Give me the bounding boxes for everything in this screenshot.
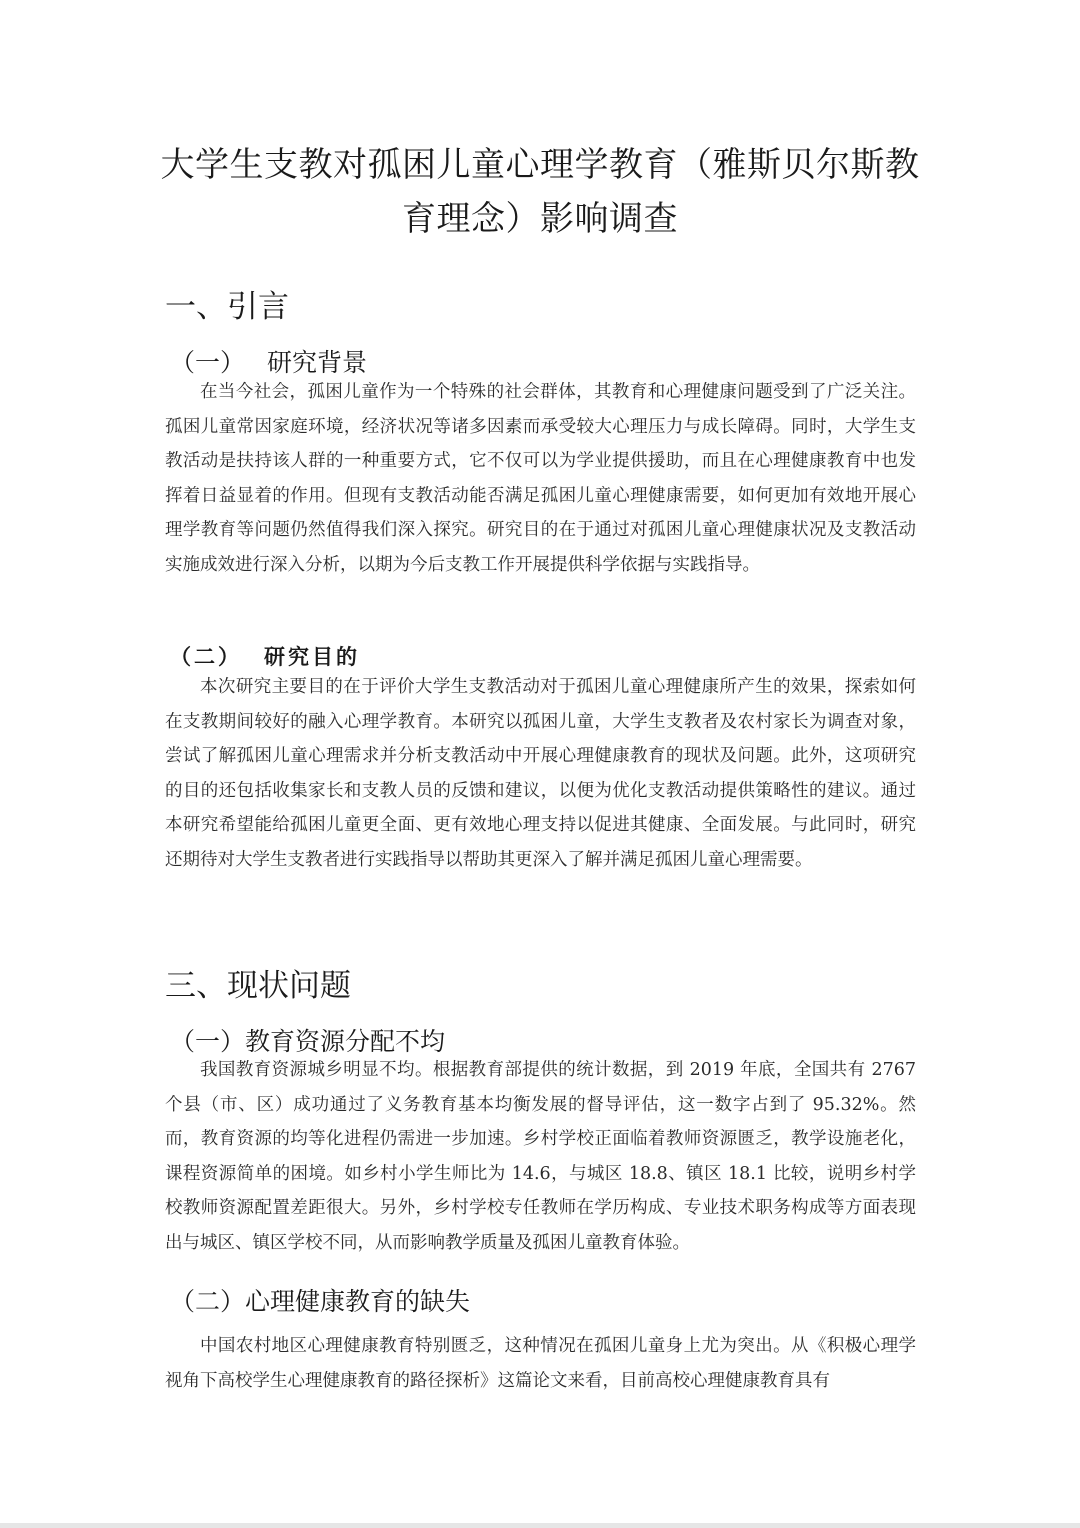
page-bottom-edge: [0, 1523, 1080, 1528]
paragraph-mental-health-education: 中国农村地区心理健康教育特别匮乏，这种情况在孤困儿童身上尤为突出。从《积极心理学视角下高校学生心理健康教育的路径探析》这篇论文来看，目前高校心理健康教育具有: [165, 1336, 916, 1391]
subsection-title: 研究背景: [267, 348, 368, 377]
section-heading-current-problems: 三、现状问题: [165, 968, 351, 1004]
document-title: 大学生支教对孤困儿童心理学教育（雅斯贝尔斯教育理念）影响调查: [160, 145, 920, 239]
paragraph-research-background: 在当今社会，孤困儿童作为一个特殊的社会群体，其教育和心理健康问题受到了广泛关注。孤困儿童常因家庭环境，经济状况等诸多因素而承受较大心理压力与成长障碍。同时，大学生支教活动是扶持该人群的一种重要方式，它不仅可以为学业提供援助，而且在心理健康教育中也发挥着日益显着的作用。但现有支教活动能否满足孤困儿童心理健康需要，如何更加有效地开展心理学教育等问题仍然值得我们深入探究。研究目的在于通过对孤困儿童心理健康状况及支教活动实施成效进行深入分析，以期为今后支教工作开展提供科学依据与实践指导。: [165, 382, 916, 575]
subsection-number: （一）: [170, 348, 246, 377]
paragraph-resource-allocation: 我国教育资源城乡明显不均。根据教育部提供的统计数据，到 2019 年底，全国共有 2767 个县（市、区）成功通过了义务教育基本均衡发展的督导评估，这一数字占到了 95.32%。然而，教育资源的均等化进程仍需进一步加速。乡村学校正面临着教师资源匮乏，教学设施老化，课程资源简单的困境。如乡村小学生师比为 14.6，与城区 18.8、镇区 18.1 比较，说明乡村学校教师资源配置差距很大。另外，乡村学校专任教师在学历构成、专业技术职务构成等方面表现出与城区、镇区学校不同，从而影响教学质量及孤困儿童教育体验。: [165, 1060, 916, 1253]
subsection-number: （二）: [170, 645, 242, 669]
subsection-heading-mental-health-education: [170, 1285, 470, 1319]
section-heading-introduction: 一、引言: [165, 289, 289, 325]
subsection-heading-research-purpose: [170, 640, 360, 674]
subsection-title: 心理健康教育的缺失: [245, 1287, 471, 1316]
subsection-number: （一）: [170, 1027, 246, 1056]
paragraph-research-purpose: 本次研究主要目的在于评价大学生支教活动对于孤困儿童心理健康所产生的效果，探索如何在支教期间较好的融入心理学教育。本研究以孤困儿童，大学生支教者及农村家长为调查对象，尝试了解孤困儿童心理需求并分析支教活动中开展心理健康教育的现状及问题。此外，这项研究的目的还包括收集家长和支教人员的反馈和建议，以便为优化支教活动提供策略性的建议。通过本研究希望能给孤困儿童更全面、更有效地心理支持以促进其健康、全面发展。与此同时，研究还期待对大学生支教者进行实践指导以帮助其更深入了解并满足孤困儿童心理需要。: [165, 677, 916, 870]
subsection-title: 教育资源分配不均: [245, 1027, 446, 1056]
subsection-number: （二）: [170, 1287, 246, 1316]
subsection-title: 研究目的: [264, 645, 360, 669]
